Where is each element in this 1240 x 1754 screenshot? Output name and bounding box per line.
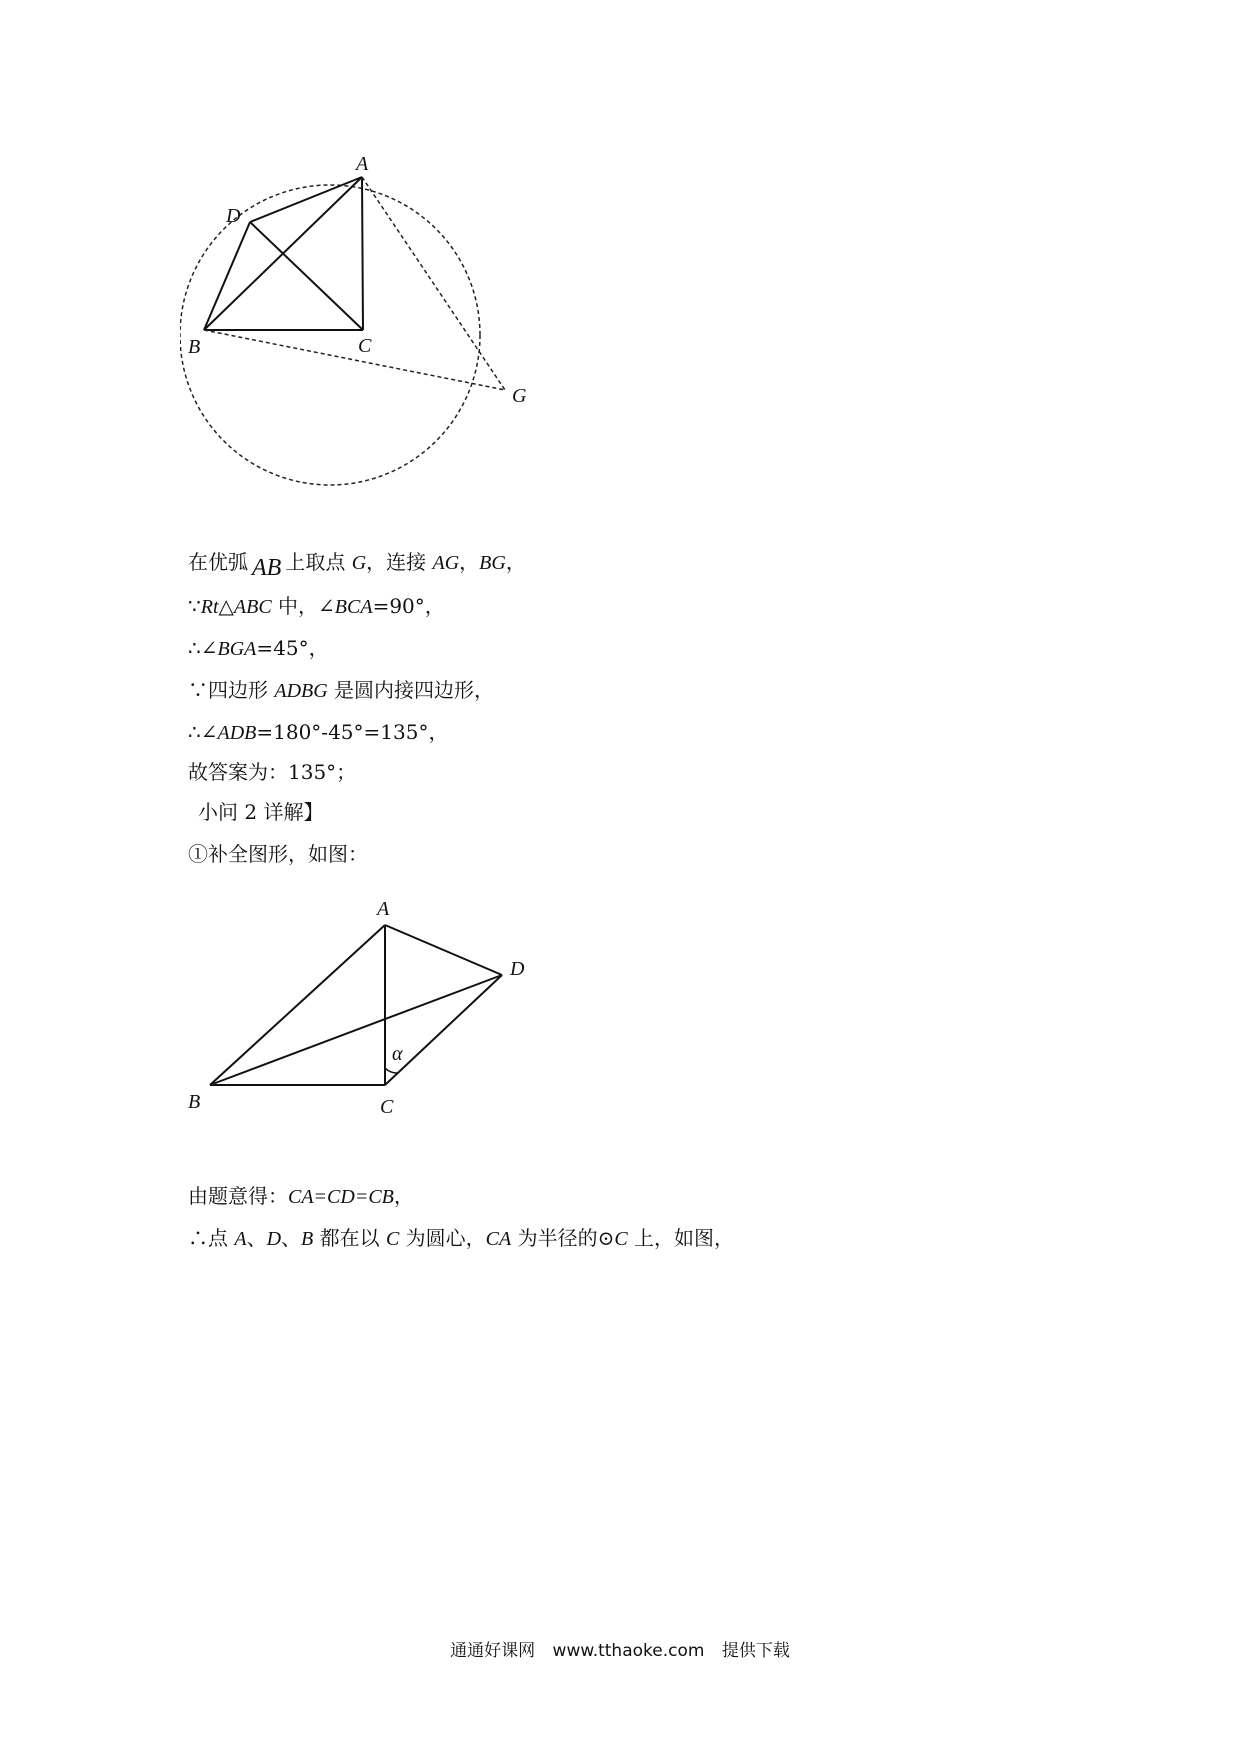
text-line-arc: 在优弧 AB 上取点 G，连接 AG，BG， <box>188 550 526 581</box>
figure-triangle-abcd <box>180 880 560 1130</box>
text-line-equal-lengths: 由题意得：CA=CD=CB， <box>188 1184 414 1208</box>
text-line-subquestion-2: 小问 2 详解】 <box>198 800 324 824</box>
text-line-complete-figure: ①补全图形，如图： <box>188 842 368 866</box>
label-b: B <box>188 1091 201 1113</box>
label-alpha: α <box>392 1043 403 1065</box>
text-line-concyclic: ∴点 A、D、B 都在以 C 为圆心，CA 为半径的⊙C 上，如图， <box>188 1226 735 1250</box>
footer-url[interactable]: www.tthaoke.com <box>552 1641 705 1661</box>
text-line-cyclic-quad: ∵四边形 ADBG 是圆内接四边形， <box>188 678 495 702</box>
label-d: D <box>226 205 241 227</box>
segment-ag <box>362 177 505 390</box>
label-g: G <box>512 385 527 407</box>
segment-cd <box>385 975 502 1085</box>
label-d: D <box>510 958 525 980</box>
arc-ab: AB <box>252 555 282 581</box>
label-c: C <box>380 1096 394 1118</box>
label-a: A <box>356 153 369 175</box>
segment-ac <box>362 177 363 330</box>
text-line-answer: 故答案为：135°； <box>188 760 357 784</box>
figure-circle-abcdg <box>180 140 560 510</box>
segment-bg <box>204 330 505 390</box>
text-line-bga: ∴∠BGA=45°， <box>188 636 329 660</box>
dashed-circle <box>180 185 480 485</box>
label-a: A <box>377 898 390 920</box>
segment-bd <box>210 975 502 1085</box>
label-c: C <box>358 335 372 357</box>
segment-db <box>204 222 250 330</box>
page-footer <box>0 1636 1240 1661</box>
segment-ab <box>210 925 385 1085</box>
segment-da <box>250 177 362 222</box>
footer-site-name: 通通好课网 <box>450 1641 536 1661</box>
segment-dc <box>250 222 363 330</box>
text-line-rt-triangle: ∵Rt△ABC 中，∠BCA=90°， <box>188 594 445 618</box>
angle-arc-alpha <box>385 1068 397 1073</box>
footer-suffix: 提供下载 <box>721 1641 790 1661</box>
segment-ad <box>385 925 502 975</box>
label-b: B <box>188 336 201 358</box>
text-line-adb: ∴∠ADB=180°-45°=135°， <box>188 720 449 744</box>
